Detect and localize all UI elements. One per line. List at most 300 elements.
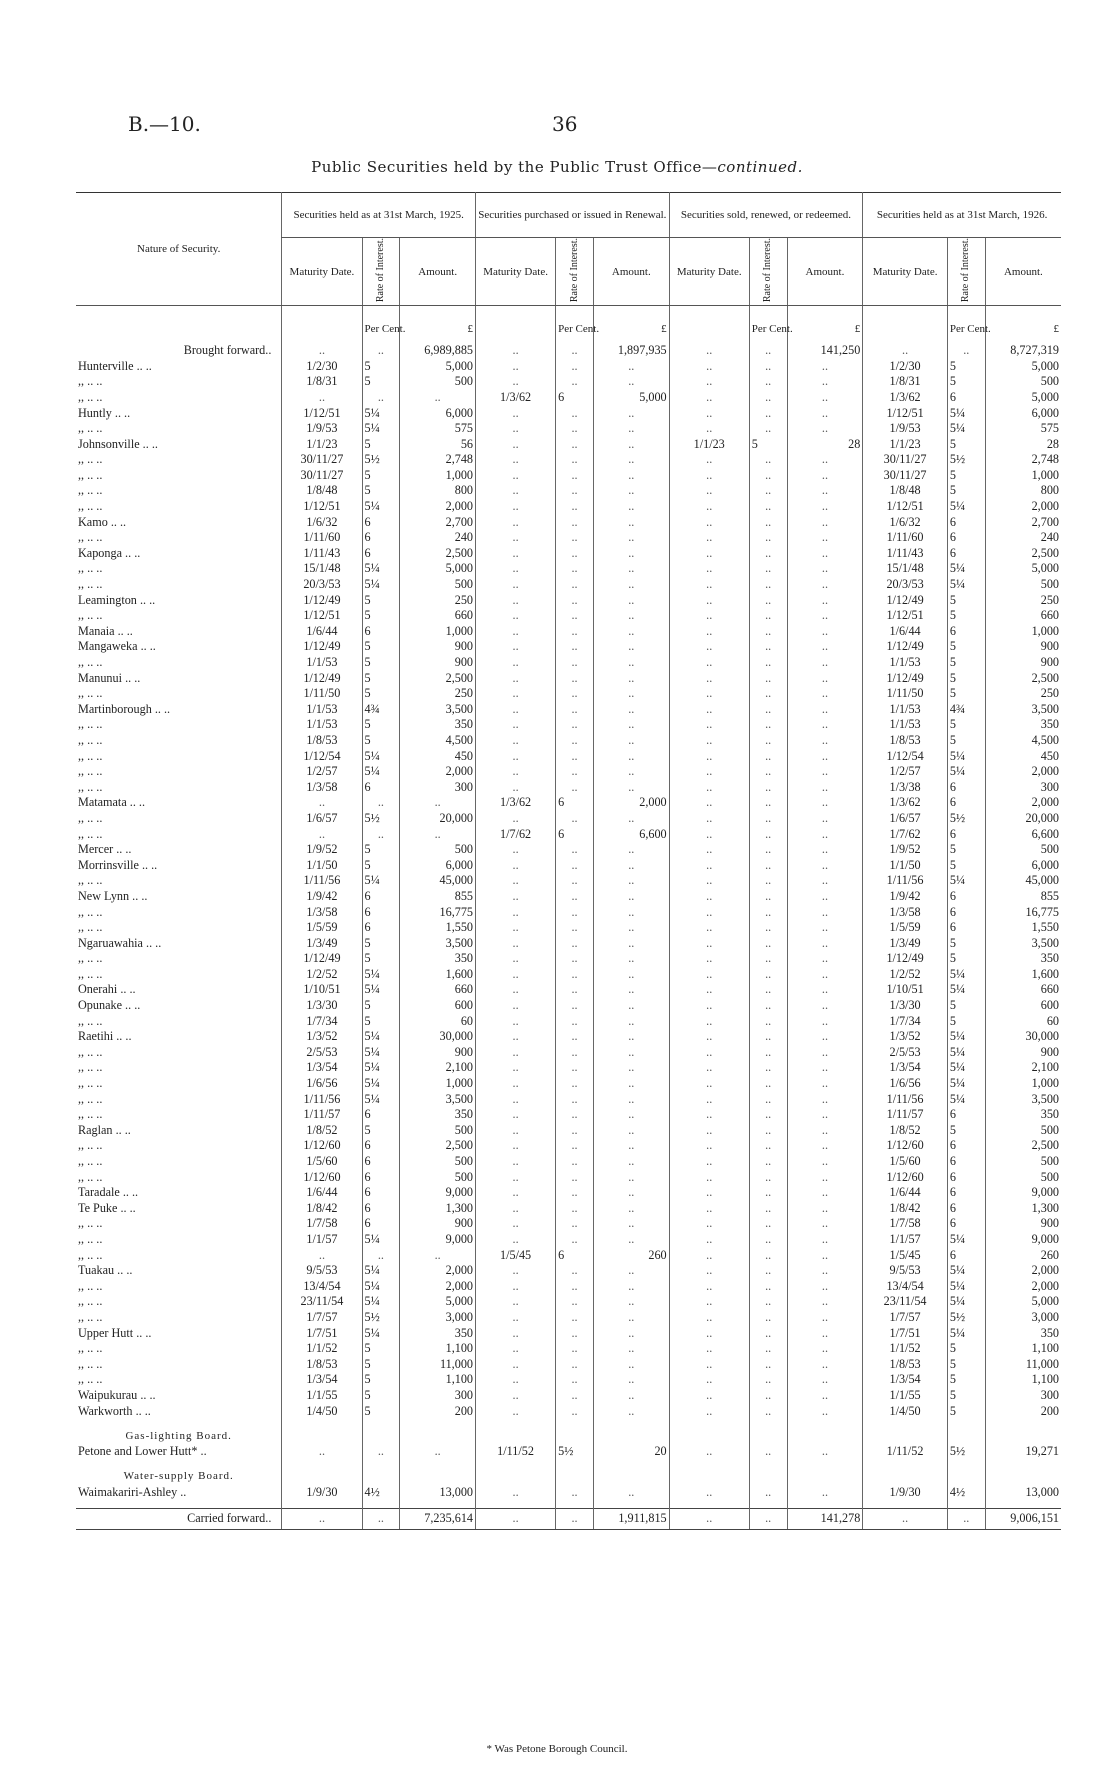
empty-cell: ..: [556, 1309, 594, 1325]
empty-cell: ..: [556, 966, 594, 982]
header-rate-of-interest: [362, 238, 400, 306]
spacer-cell: [947, 1459, 985, 1467]
empty-cell: ..: [787, 1216, 863, 1232]
header-amount: Amount.: [593, 238, 669, 306]
empty-cell: ..: [476, 545, 556, 561]
empty-cell: ..: [749, 530, 787, 546]
empty-cell: ..: [787, 670, 863, 686]
maturity-date: 13/4/54: [863, 1278, 948, 1294]
amount: 350: [400, 1107, 476, 1123]
empty-cell: ..: [669, 623, 749, 639]
maturity-date: 1/12/60: [282, 1169, 362, 1185]
empty-cell: ..: [787, 639, 863, 655]
empty-cell: ..: [476, 670, 556, 686]
security-name-text: ,,: [78, 452, 85, 467]
security-name: [76, 810, 282, 826]
security-name-text: ,,: [78, 1372, 85, 1387]
spacer-row: [76, 1419, 1061, 1427]
leader-dots: ..: [96, 608, 103, 623]
amount: 900: [400, 1216, 476, 1232]
empty-cell: ..: [556, 654, 594, 670]
empty-cell: ..: [593, 498, 669, 514]
interest-rate: 6: [556, 389, 594, 405]
header-group-purchased: Securities purchased or issued in Renewal.: [476, 193, 670, 238]
security-name: [76, 514, 282, 530]
empty-cell: ..: [556, 1185, 594, 1201]
leader-dots: ..: [126, 623, 133, 638]
leader-dots: ..: [96, 779, 103, 794]
interest-rate: 5¼: [947, 576, 985, 592]
leader-dots: ..: [125, 545, 132, 560]
security-name: [76, 1372, 282, 1388]
table-row: [76, 1216, 1061, 1232]
leader-dots: ..: [96, 1231, 103, 1246]
leader-dots: ..: [96, 717, 103, 732]
leader-dots: ..: [87, 483, 94, 498]
security-name: [76, 1169, 282, 1185]
spacer-cell: [282, 1419, 362, 1427]
leader-dots: ..: [87, 561, 94, 576]
empty-cell: ..: [787, 982, 863, 998]
leader-dots: ..: [96, 1044, 103, 1059]
empty-cell: ..: [749, 1107, 787, 1123]
empty-cell: ..: [362, 1444, 400, 1460]
interest-rate: 5: [362, 935, 400, 951]
empty-cell: ..: [556, 374, 594, 390]
interest-rate: 5: [362, 1122, 400, 1138]
interest-rate: 5: [947, 997, 985, 1013]
empty-cell: ..: [749, 1216, 787, 1232]
interest-rate: 6: [362, 1138, 400, 1154]
security-name: [76, 561, 282, 577]
security-name: [76, 701, 282, 717]
empty-cell: ..: [476, 997, 556, 1013]
security-name-text: Hunterville: [78, 358, 134, 373]
amount: 9,000: [985, 1185, 1061, 1201]
amount: 3,500: [400, 701, 476, 717]
empty-cell: ..: [476, 592, 556, 608]
empty-cell: ..: [749, 1138, 787, 1154]
empty-cell: ..: [593, 1484, 669, 1500]
leader-dots: ..: [96, 966, 103, 981]
empty-cell: ..: [749, 421, 787, 437]
empty-cell: ..: [556, 1216, 594, 1232]
empty-cell: ..: [593, 670, 669, 686]
spacer-cell: [400, 1459, 476, 1467]
maturity-date: 1/8/31: [863, 374, 948, 390]
empty-cell: ..: [669, 904, 749, 920]
empty-cell: ..: [282, 1444, 362, 1460]
empty-cell: ..: [787, 966, 863, 982]
empty-cell: ..: [556, 1356, 594, 1372]
security-name-text: ,,: [78, 389, 85, 404]
table-row: [76, 1153, 1061, 1169]
per-cent-unit: Per Cent.: [362, 306, 400, 337]
empty-cell: ..: [669, 1200, 749, 1216]
interest-rate: 5½: [947, 1309, 985, 1325]
empty-cell: ..: [476, 732, 556, 748]
interest-rate: 5¼: [362, 1044, 400, 1060]
leader-dots: ..: [87, 1216, 94, 1231]
empty-cell: ..: [669, 795, 749, 811]
maturity-date: 1/9/52: [282, 842, 362, 858]
amount: 60: [400, 1013, 476, 1029]
empty-cell: ..: [476, 1169, 556, 1185]
empty-cell: ..: [556, 1263, 594, 1279]
maturity-date: 1/9/53: [863, 421, 948, 437]
maturity-date: 1/11/60: [863, 530, 948, 546]
leader-dots: ..: [96, 389, 103, 404]
empty-cell: ..: [556, 1169, 594, 1185]
amount: 240: [400, 530, 476, 546]
security-name: [76, 1013, 282, 1029]
amount: 250: [985, 592, 1061, 608]
interest-rate: 5¼: [947, 561, 985, 577]
empty-cell: ..: [476, 623, 556, 639]
header-group-sold: Securities sold, renewed, or redeemed.: [669, 193, 863, 238]
empty-cell: ..: [669, 421, 749, 437]
interest-rate: 5: [947, 1403, 985, 1419]
interest-rate: 5¼: [362, 576, 400, 592]
table-row: [76, 1231, 1061, 1247]
leader-dots: ..: [135, 1403, 142, 1418]
security-name: [76, 670, 282, 686]
leader-dots: ..: [96, 1076, 103, 1091]
amount: 900: [985, 639, 1061, 655]
amount: 4,500: [985, 732, 1061, 748]
table-row: [76, 1200, 1061, 1216]
empty-cell: ..: [593, 1185, 669, 1201]
empty-cell: ..: [669, 1029, 749, 1045]
security-name-text: ,,: [78, 904, 85, 919]
security-name-text: Petone and Lower Hutt*: [78, 1444, 198, 1459]
amount: 2,000: [400, 764, 476, 780]
table-row: [76, 701, 1061, 717]
security-name: [76, 1122, 282, 1138]
leader-dots: ..: [117, 1263, 124, 1278]
security-name-text: ,,: [78, 966, 85, 981]
leader-dots: ..: [134, 670, 141, 685]
empty-cell: ..: [787, 1107, 863, 1123]
maturity-date: 1/5/60: [282, 1153, 362, 1169]
maturity-date: 1/9/52: [863, 842, 948, 858]
table-row: [76, 545, 1061, 561]
leader-dots: ..: [87, 873, 94, 888]
maturity-date: 1/1/50: [863, 857, 948, 873]
interest-rate: 5: [947, 1013, 985, 1029]
maturity-date: 2/5/53: [863, 1044, 948, 1060]
empty-cell: ..: [556, 935, 594, 951]
leader-dots: ..: [96, 1169, 103, 1184]
security-name: [76, 717, 282, 733]
amount: 2,748: [400, 452, 476, 468]
amount: 900: [400, 654, 476, 670]
empty-cell: ..: [787, 405, 863, 421]
leader-dots: ..: [141, 888, 148, 903]
header-maturity-date: Maturity Date.: [863, 238, 948, 306]
maturity-date: 20/3/53: [282, 576, 362, 592]
empty-cell: ..: [669, 951, 749, 967]
maturity-date: 1/2/30: [863, 358, 948, 374]
amount: 350: [985, 1325, 1061, 1341]
table-row: [76, 1484, 1061, 1500]
empty-cell: ..: [476, 514, 556, 530]
security-name-text: ,,: [78, 467, 85, 482]
leader-dots: ..: [87, 1060, 94, 1075]
title-main: Public Securities held by the Public Trust Office—: [311, 158, 718, 176]
header-amount: Amount.: [787, 238, 863, 306]
empty-cell: ..: [749, 483, 787, 499]
spacer-cell: [985, 1419, 1061, 1427]
empty-cell: ..: [593, 1169, 669, 1185]
maturity-date: 1/12/49: [863, 670, 948, 686]
security-name: [76, 1200, 282, 1216]
empty-cell: ..: [556, 514, 594, 530]
empty-cell: ..: [749, 779, 787, 795]
spacer-cell: [476, 1459, 556, 1467]
maturity-date: 1/11/43: [282, 545, 362, 561]
interest-rate: 5¼: [362, 498, 400, 514]
table-row: [76, 826, 1061, 842]
interest-rate: 5¼: [947, 1075, 985, 1091]
amount: 500: [985, 1153, 1061, 1169]
empty-cell: ..: [556, 545, 594, 561]
empty-cell: ..: [749, 982, 787, 998]
header-amount: Amount.: [400, 238, 476, 306]
interest-rate: 5: [947, 1341, 985, 1357]
empty-cell: ..: [669, 1153, 749, 1169]
amount: 6,000: [400, 405, 476, 421]
units-spacer: [476, 306, 556, 337]
interest-rate: 5½: [556, 1444, 594, 1460]
amount: 500: [985, 1122, 1061, 1138]
empty-cell: ..: [669, 1169, 749, 1185]
empty-cell: ..: [669, 389, 749, 405]
interest-rate: 6: [947, 1169, 985, 1185]
maturity-date: 1/2/57: [282, 764, 362, 780]
interest-rate: 5¼: [947, 1231, 985, 1247]
empty-cell: ..: [362, 1247, 400, 1263]
empty-cell: ..: [556, 1122, 594, 1138]
interest-rate: 5: [947, 654, 985, 670]
amount: 800: [985, 483, 1061, 499]
pound-unit: £: [400, 306, 476, 337]
empty-cell: ..: [476, 1075, 556, 1091]
per-cent-unit: Per Cent.: [556, 306, 594, 337]
maturity-date: 1/5/60: [863, 1153, 948, 1169]
empty-cell: ..: [400, 1444, 476, 1460]
empty-cell: ..: [593, 951, 669, 967]
security-name: [76, 951, 282, 967]
empty-cell: ..: [476, 873, 556, 889]
empty-cell: ..: [787, 623, 863, 639]
interest-rate: 5¼: [947, 1278, 985, 1294]
leader-dots: ..: [96, 499, 103, 514]
security-name: [76, 982, 282, 998]
amount: 2,000: [985, 795, 1061, 811]
amount: 350: [985, 1107, 1061, 1123]
header-group-held-1926: Securities held as at 31st March, 1926.: [863, 193, 1061, 238]
security-name: [76, 467, 282, 483]
spacer-cell: [863, 1459, 948, 1467]
empty-cell: ..: [556, 1107, 594, 1123]
empty-cell: ..: [593, 1013, 669, 1029]
amount: 900: [400, 639, 476, 655]
empty-cell: ..: [787, 1294, 863, 1310]
interest-rate: 5: [947, 467, 985, 483]
empty-cell: ..: [556, 888, 594, 904]
table-row: [76, 857, 1061, 873]
empty-cell: ..: [749, 592, 787, 608]
security-name-text: ,,: [78, 717, 85, 732]
per-cent-unit: Per Cent.: [947, 306, 985, 337]
maturity-date: 1/3/49: [282, 935, 362, 951]
leader-dots: ..: [96, 1294, 103, 1309]
empty-cell: ..: [476, 436, 556, 452]
empty-cell: ..: [362, 389, 400, 405]
header-maturity-date: Maturity Date.: [282, 238, 362, 306]
leader-dots: ..: [146, 935, 153, 950]
interest-rate: 5¼: [362, 1294, 400, 1310]
interest-rate: 6: [362, 1107, 400, 1123]
spacer-cell: [863, 1467, 948, 1484]
interest-rate: 5¼: [947, 1294, 985, 1310]
empty-cell: ..: [556, 561, 594, 577]
spacer-cell: [669, 1467, 749, 1484]
interest-rate: 5½: [947, 810, 985, 826]
maturity-date: 1/1/52: [863, 1341, 948, 1357]
amount: 13,000: [400, 1484, 476, 1500]
empty-cell: ..: [749, 748, 787, 764]
maturity-date: 1/7/51: [282, 1325, 362, 1341]
leader-dots: ..: [116, 842, 123, 857]
empty-cell: ..: [556, 1044, 594, 1060]
maturity-date: 1/1/55: [863, 1387, 948, 1403]
empty-cell: ..: [669, 842, 749, 858]
leader-dots: ..: [200, 1444, 207, 1459]
interest-rate: 5½: [947, 1444, 985, 1460]
interest-rate: 5: [362, 997, 400, 1013]
empty-cell: ..: [476, 966, 556, 982]
leader-dots: ..: [126, 1263, 133, 1278]
empty-cell: ..: [593, 1294, 669, 1310]
empty-cell: ..: [556, 592, 594, 608]
empty-cell: ..: [593, 1341, 669, 1357]
empty-cell: ..: [669, 1138, 749, 1154]
empty-cell: ..: [787, 1325, 863, 1341]
total-amount: 8,727,319: [985, 336, 1061, 358]
leader-dots: ..: [125, 670, 132, 685]
empty-cell: ..: [749, 1044, 787, 1060]
amount: 28: [985, 436, 1061, 452]
leader-dots: ..: [138, 795, 146, 810]
empty-cell: ..: [593, 623, 669, 639]
empty-cell: ..: [787, 608, 863, 624]
empty-cell: ..: [787, 920, 863, 936]
interest-rate: 5: [362, 670, 400, 686]
maturity-date: 13/4/54: [282, 1278, 362, 1294]
empty-cell: ..: [787, 483, 863, 499]
maturity-date: 23/11/54: [282, 1294, 362, 1310]
empty-cell: ..: [476, 608, 556, 624]
table-row: [76, 997, 1061, 1013]
amount: 1,300: [985, 1200, 1061, 1216]
empty-cell: ..: [749, 1444, 787, 1460]
leader-dots: ..: [134, 545, 141, 560]
empty-cell: ..: [556, 686, 594, 702]
maturity-date: 1/8/53: [863, 732, 948, 748]
empty-cell: ..: [669, 374, 749, 390]
empty-cell: ..: [669, 701, 749, 717]
leader-dots: ..: [122, 1185, 129, 1200]
security-name: [76, 686, 282, 702]
amount: 600: [985, 997, 1061, 1013]
empty-cell: ..: [476, 374, 556, 390]
total-amount: 1,911,815: [593, 1508, 669, 1529]
header-rate-label: Rate of Interest.: [762, 238, 774, 303]
security-name-text: ,,: [78, 577, 85, 592]
amount: 660: [985, 608, 1061, 624]
interest-rate: 6: [362, 1169, 400, 1185]
security-name-text: Mangaweka: [78, 639, 138, 654]
empty-cell: ..: [863, 1508, 948, 1529]
amount: 1,100: [400, 1341, 476, 1357]
security-name-text: ,,: [78, 732, 85, 747]
empty-cell: ..: [669, 1231, 749, 1247]
empty-cell: ..: [669, 514, 749, 530]
amount: 2,100: [400, 1060, 476, 1076]
leader-dots: ..: [145, 358, 152, 373]
leader-dots: ..: [87, 717, 94, 732]
leader-dots: ..: [87, 374, 94, 389]
document-reference: B.—10.: [128, 112, 201, 136]
interest-rate: 6: [947, 1200, 985, 1216]
security-name-text: ,,: [78, 1231, 85, 1246]
empty-cell: ..: [749, 467, 787, 483]
empty-cell: ..: [669, 530, 749, 546]
interest-rate: 6: [947, 623, 985, 639]
spacer-cell: [76, 1419, 282, 1427]
maturity-date: 1/2/57: [863, 764, 948, 780]
maturity-date: 1/4/50: [282, 1403, 362, 1419]
header-maturity-date: Maturity Date.: [669, 238, 749, 306]
empty-cell: ..: [476, 498, 556, 514]
maturity-date: 1/3/58: [282, 779, 362, 795]
empty-cell: ..: [593, 1372, 669, 1388]
interest-rate: 5: [362, 654, 400, 670]
empty-cell: ..: [669, 966, 749, 982]
spacer-cell: [669, 1500, 749, 1509]
carried-forward-row-label: Carried forward: [187, 1511, 266, 1526]
empty-cell: ..: [749, 1200, 787, 1216]
table-row: [76, 764, 1061, 780]
security-name: [76, 358, 282, 374]
empty-cell: ..: [749, 795, 787, 811]
empty-cell: ..: [669, 1075, 749, 1091]
leader-dots: ..: [141, 857, 149, 872]
pound-unit: £: [593, 306, 669, 337]
leader-dots: ..: [87, 904, 94, 919]
leader-dots: ..: [87, 452, 94, 467]
amount: 500: [400, 1122, 476, 1138]
empty-cell: ..: [556, 421, 594, 437]
amount: 2,700: [400, 514, 476, 530]
interest-rate: 5: [362, 592, 400, 608]
total-label: [76, 1508, 282, 1529]
interest-rate: 5¼: [362, 982, 400, 998]
amount: 3,000: [985, 1309, 1061, 1325]
empty-cell: ..: [787, 1075, 863, 1091]
